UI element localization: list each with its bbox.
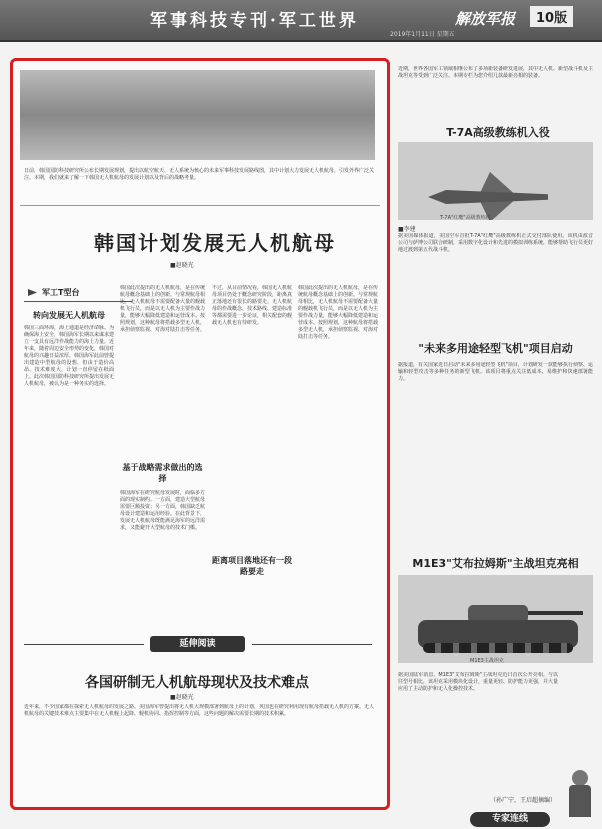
extension-rule-left bbox=[24, 644, 144, 645]
extension-body: 近年来，不少国家都在探索无人机航母的发展之路。美国海军曾提出将无人机大规模部署到航母上的计划，英国也在研究利用现有航母搭载无人机的方案。无人机航母的关键技术难点主要集中在无人机舰上起降、舰机协同、指挥控制等方面，这些问题的解决需要长期的技术积累。 bbox=[24, 704, 374, 717]
section-badge: 军工T型台 bbox=[24, 285, 132, 302]
m1e3-body: 据美国陆军消息，M1E3"艾布拉姆斯"主战坦克近日首次公开亮相。与以往型号相比，该坦克采用模块化设计，重量更轻、防护能力更强，并大量应用了主动防护和无人化操控技术。 bbox=[398, 672, 558, 692]
extension-headline: 各国研制无人机航母现状及技术难点 bbox=[85, 675, 309, 691]
t7a-caption: T-7A"红鹰"高级教练机 bbox=[440, 215, 491, 221]
m1e3-title: M1E3"艾布拉姆斯"主战坦克亮相 bbox=[412, 557, 579, 570]
t7a-byline: ■李建 bbox=[398, 226, 416, 233]
right-intro: 近期，世界各国军工领域相继公布了多项新装备研发进展，其中无人机、新型战斗机及主战坦克等受到广泛关注。本期专栏为您介绍几款最新亮相的装备。 bbox=[398, 66, 593, 79]
subhead-choice: 基于战略需求做出的选择 bbox=[122, 463, 203, 483]
column-3-text: 韩国海军在研究航母发展时，面临多方面的现实制约。一方面，建造大型航母需要巨额投资；另一方面，韩国缺乏航母设计建造和运用经验。在此背景下，发展无人机航母既能满足海军的远洋需求，又能避开大型航母的技术门槛。 bbox=[120, 490, 205, 531]
wingloong-body: 据报道，有关国家近日启动"未来多用途轻型飞机"项目，计划研发一款能够执行侦察、运输和轻型攻击等多种任务的新型飞机。该项目将重点关注低成本、易维护和快速部署能力。 bbox=[398, 362, 593, 382]
newspaper-logo: 解放军报 bbox=[455, 10, 516, 28]
extension-byline: ■赵晓光 bbox=[170, 694, 194, 701]
tank-gun-shape bbox=[523, 611, 583, 615]
article-headline: 韩国计划发展无人机航母 bbox=[94, 231, 336, 255]
subhead-shift: 转向发展无人机航母 bbox=[33, 311, 105, 320]
t7a-photo bbox=[398, 142, 593, 220]
extension-banner: 延伸阅读 bbox=[150, 636, 245, 652]
extension-rule-right bbox=[252, 644, 372, 645]
m1e3-caption: M1E3主战坦克 bbox=[470, 658, 504, 664]
wingloong-title: "未来多用途轻型飞机"项目启动 bbox=[418, 342, 573, 355]
special-title: 军事科技专刊·军工世界 bbox=[150, 11, 359, 31]
column-4a-text: 不过，从目前情况看，韩国无人机航母项目仍处于概念研究阶段，距离真正落地还有很长的路要走。无人机航母的作战概念、技术路线、建造标准等都需要进一步论证，相关配套的舰载无人机也有待研发。 bbox=[212, 285, 292, 326]
t7a-title: T-7A高级教练机入役 bbox=[446, 126, 550, 139]
subhead-distance: 距离项目落地还有一段路要走 bbox=[212, 556, 292, 576]
dateline: 2019年1月11日 星期五 bbox=[390, 31, 455, 38]
column-1-text: 韩国三面环海，海上通道是经济命脉。为确保海上安全，韩国海军长期以来谋求建立一支具有远洋作战能力的海上力量。近年来，随着周边安全形势的变化，韩国对航母的兴趣日益浓厚。韩国海军此前曾提出建造中型航母的设想，但由于造价高昂、技术难度大，计划一直停留在纸面上。此次韩国国防科技研究所提出发展无人机航母，被认为是一种务实的选择。 bbox=[24, 325, 114, 387]
lead-divider bbox=[20, 205, 380, 206]
column-5-text: 韩国此次提出的无人机航母，是在传统航母概念基础上的创新。与常规航母相比，无人机航母不需要配备大量的舰载机飞行员，而是以无人机为主要作战力量，能够大幅降低建造和运营成本。按照规划，这种航母将搭载多型无人机，承担侦察监视、对海对陆打击等任务。 bbox=[298, 285, 378, 340]
mascot-soldier-icon bbox=[565, 770, 595, 820]
footer-expert-tag: 专家连线 bbox=[470, 812, 550, 827]
article-byline: ■赵晓光 bbox=[170, 262, 194, 269]
carrier-illustration bbox=[20, 70, 375, 160]
t7a-body: 据美国媒体报道，美国空军首批T-7A"红鹰"高级教练机正式交付部队使用。该机由波音公司与萨博公司联合研制，采用数字化设计和先进的模拟训练系统，能够帮助飞行员更好地过渡到第五代战斗机。 bbox=[398, 233, 593, 253]
m1e3-byline: （孙广宁，王启超摘编） bbox=[490, 797, 557, 804]
m1e3-photo bbox=[398, 575, 593, 663]
lead-paragraph: 日前，韩国国防科技研究所公布长期发展规划，提出以航空航天、无人系统为核心的未来军事科技发展路线图，其中计划大力发展无人机航母，引发外界广泛关注。本期，我们就来了解一下韩国无人机航母的发展计划以及背后的战略考量。 bbox=[24, 168, 375, 181]
tank-tracks-shape bbox=[423, 643, 573, 653]
jet-body-shape bbox=[428, 190, 548, 204]
column-2-text: 韩国此次提出的无人机航母，是在传统航母概念基础上的创新。与常规航母相比，无人机航母不需要配备大量的舰载机飞行员，而是以无人机为主要作战力量，能够大幅降低建造和运营成本。按照规划，这种航母将搭载多型无人机，承担侦察监视、对海对陆打击等任务。 bbox=[120, 285, 205, 333]
page-number: 10版 bbox=[530, 6, 573, 27]
masthead bbox=[0, 0, 602, 42]
